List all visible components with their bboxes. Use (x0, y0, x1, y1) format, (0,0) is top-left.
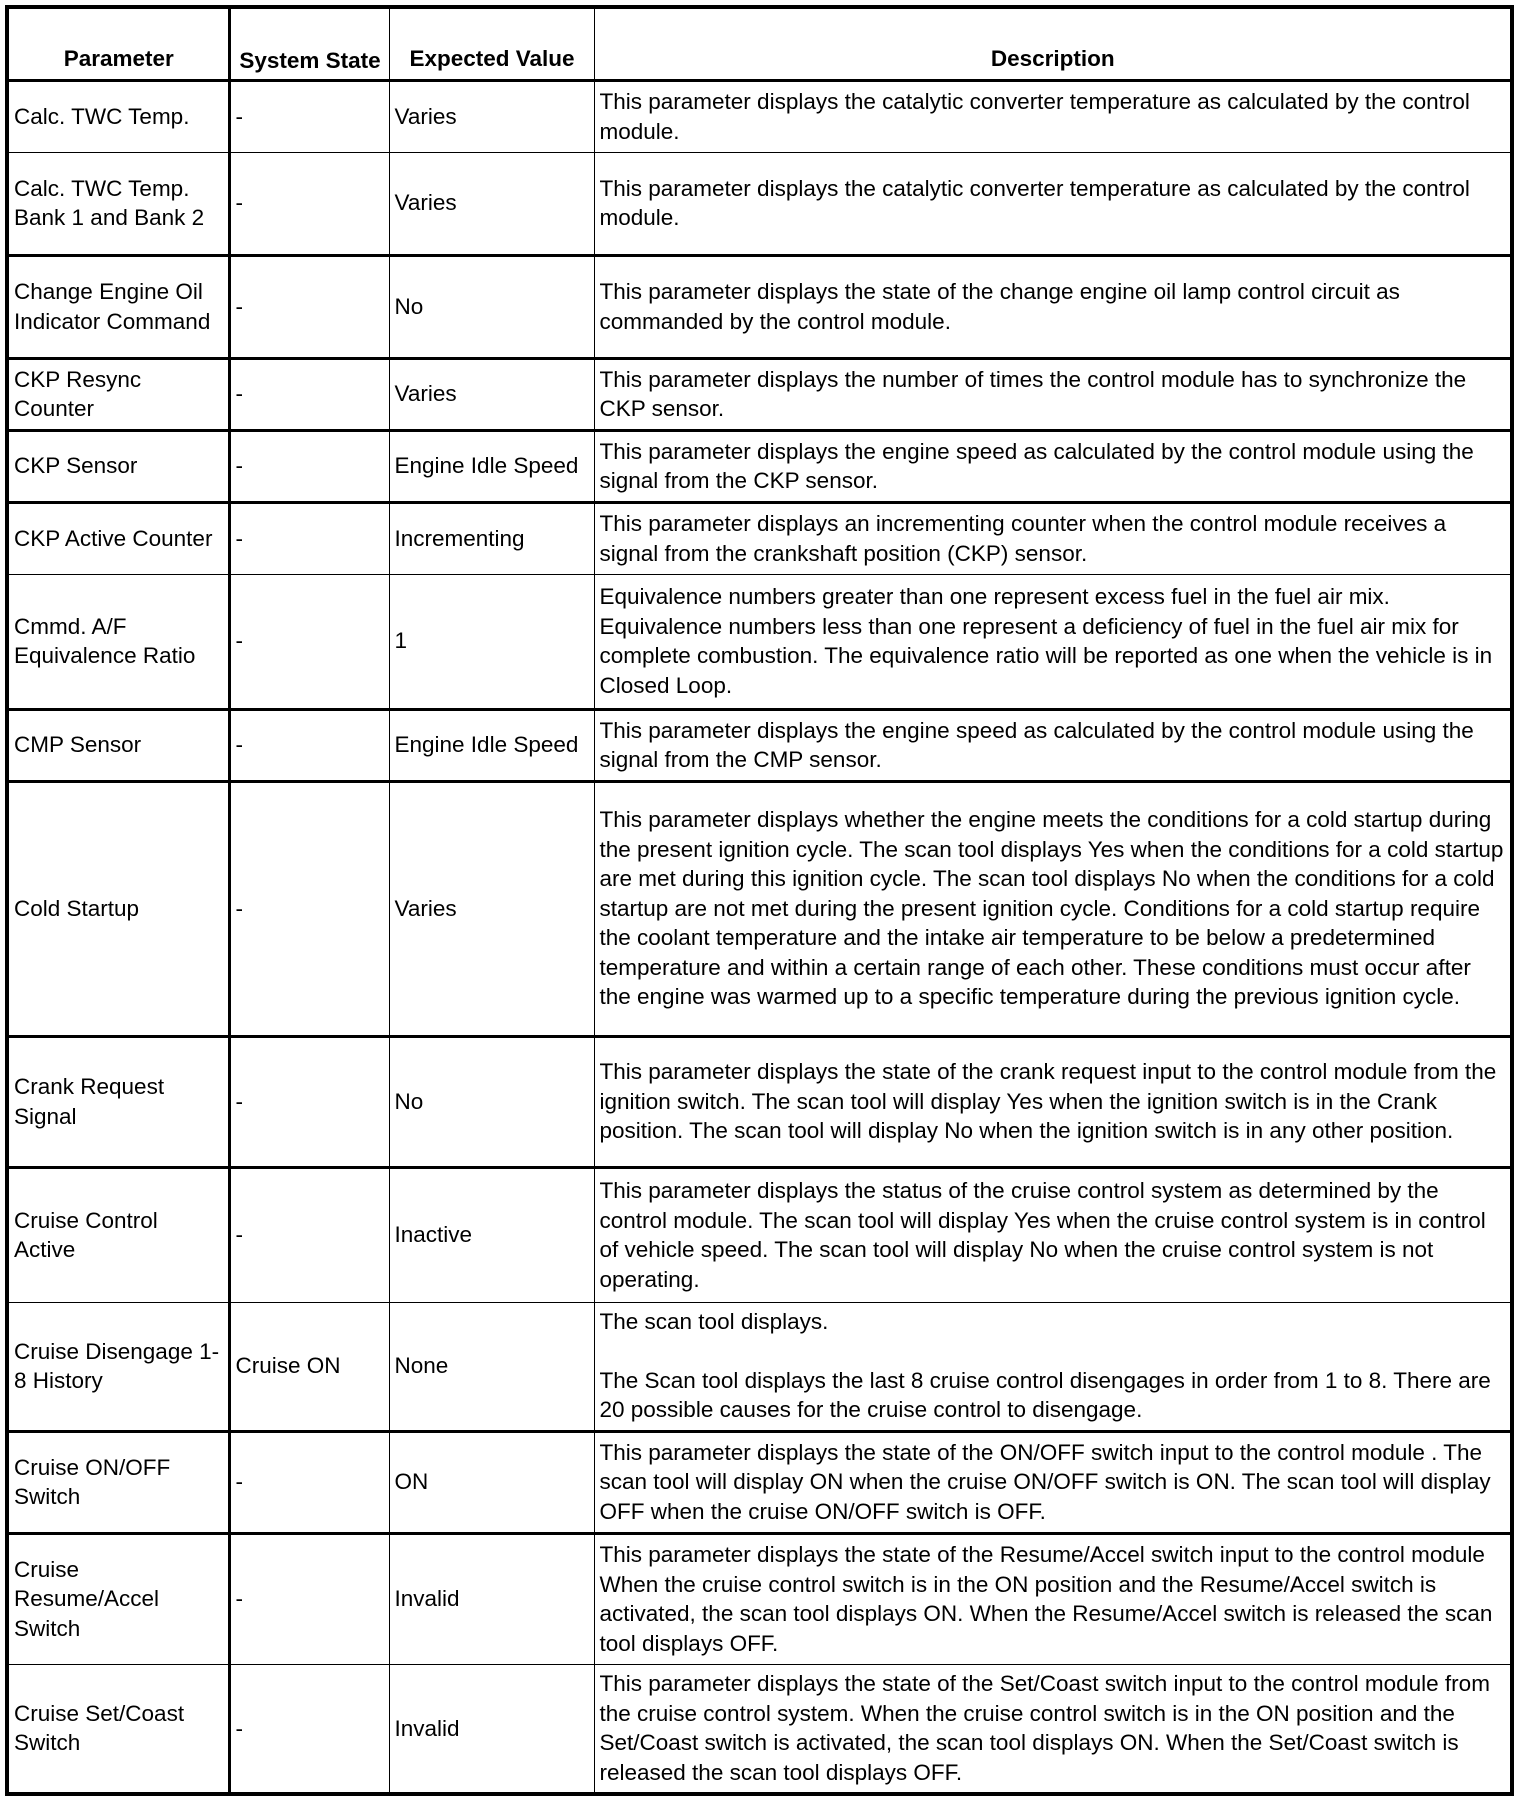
system-state-cell: - (229, 430, 389, 502)
parameter-cell: Cruise Control Active (7, 1167, 229, 1302)
description-paragraph: This parameter displays the status of the cruise control system as determined by the control module. The scan tool will display Yes when the cruise control system is in control of vehicle speed. The scan tool will display No when the cruise control system is not operating. (599, 1178, 1486, 1292)
expected-value-cell: Varies (389, 358, 594, 430)
description-paragraph: This parameter displays the state of the change engine oil lamp control circuit as commanded by the control module. (599, 279, 1400, 334)
table-row (7, 781, 1512, 1036)
expected-value-cell: Engine Idle Speed (389, 430, 594, 502)
expected-value-cell: None (389, 1302, 594, 1431)
description-cell (594, 152, 1512, 255)
parameter-cell: Cruise Set/Coast Switch (7, 1664, 229, 1794)
table-row (7, 1431, 1512, 1533)
description-paragraph: This parameter displays the number of times the control module has to synchronize the CKP sensor. (599, 366, 1467, 421)
parameter-cell: Cruise ON/OFF Switch (7, 1431, 229, 1533)
description-paragraph: The Scan tool displays the last 8 cruise control disengages in order from 1 to 8. There are 20 possible causes for the cruise control to disengage. (599, 1367, 1491, 1423)
description-paragraph: This parameter displays the state of the crank request input to the control module from the ignition switch. The scan tool will display Yes when the ignition switch is in the Crank position. The scan tool will display No when the ignition switch is in any other position. (599, 1059, 1497, 1144)
expected-value-cell: Engine Idle Speed (389, 709, 594, 781)
header-row (7, 7, 1512, 80)
description-cell (594, 1167, 1512, 1302)
system-state-cell: - (229, 1431, 389, 1533)
description-paragraph: This parameter displays the engine speed as calculated by the control module using the signal from the CKP sensor. (599, 438, 1474, 493)
parameter-cell: CMP Sensor (7, 709, 229, 781)
system-state-cell: - (229, 1036, 389, 1167)
expected-value-cell: Incrementing (389, 502, 594, 574)
expected-value-cell: ON (389, 1431, 594, 1533)
description-cell (594, 255, 1512, 358)
expected-value-cell: Inactive (389, 1167, 594, 1302)
description-paragraph: This parameter displays the state of the ON/OFF switch input to the control module . The scan tool will display ON when the cruise ON/OFF switch is ON. The scan tool will display OFF when the cruise ON/OFF switch is OFF. (599, 1439, 1491, 1524)
description-cell (594, 1533, 1512, 1664)
parameter-cell: Calc. TWC Temp. (7, 80, 229, 152)
table-header (7, 7, 1512, 80)
description-cell (594, 1036, 1512, 1167)
system-state-cell: - (229, 152, 389, 255)
expected-value-cell: Varies (389, 781, 594, 1036)
table-row (7, 1533, 1512, 1664)
system-state-cell: - (229, 1533, 389, 1664)
parameter-cell: Cruise Disengage 1-8 History (7, 1302, 229, 1431)
system-state-cell: - (229, 358, 389, 430)
description-cell (594, 358, 1512, 430)
table-row (7, 1167, 1512, 1302)
parameter-cell: Change Engine Oil Indicator Command (7, 255, 229, 358)
parameter-cell: CKP Resync Counter (7, 358, 229, 430)
description-paragraph: Equivalence numbers greater than one represent excess fuel in the fuel air mix. Equivalence numbers less than one represent a deficiency of fuel in the fuel air mix for complete combustion. The equivalence ratio will be reported as one when the vehicle is in Closed Loop. (599, 584, 1493, 698)
description-paragraph: This parameter displays whether the engine meets the conditions for a cold startup during the present ignition cycle. The scan tool displays Yes when the conditions for a cold startup are met during this ignition cycle. The scan tool displays No when the conditions for a cold startup are not met during the present ignition cycle. Conditions for a cold startup require the coolant temperature and the intake air temperature to be below a predetermined temperature and within a certain range of each other. These conditions must occur after the engine was warmed up to a specific temperature during the previous ignition cycle. (599, 807, 1504, 1010)
expected-value-cell: Invalid (389, 1664, 594, 1794)
description-paragraph: This parameter displays the catalytic converter temperature as calculated by the control module. (599, 89, 1470, 144)
table-body (7, 80, 1512, 1794)
description-paragraph: This parameter displays the state of the Set/Coast switch input to the control module from the cruise control system. When the cruise control switch is in the ON position and the Set/Coast switch is activated, the scan tool displays ON. When the Set/Coast switch is released the scan tool displays OFF. (599, 1671, 1490, 1785)
table-row (7, 358, 1512, 430)
expected-value-cell: Varies (389, 152, 594, 255)
system-state-cell: - (229, 1664, 389, 1794)
table-row (7, 709, 1512, 781)
parameter-cell: Crank Request Signal (7, 1036, 229, 1167)
description-cell (594, 1302, 1512, 1431)
expected-value-cell: Varies (389, 80, 594, 152)
system-state-cell: - (229, 255, 389, 358)
description-paragraph: This parameter displays the catalytic converter temperature as calculated by the control module. (599, 175, 1470, 230)
description-cell (594, 709, 1512, 781)
parameter-cell: Cruise Resume/Accel Switch (7, 1533, 229, 1664)
description-cell (594, 430, 1512, 502)
description-paragraph: The scan tool displays. (599, 1309, 829, 1335)
table-row (7, 574, 1512, 709)
description-paragraph: This parameter displays an incrementing counter when the control module receives a signal from the crankshaft position (CKP) sensor. (599, 511, 1447, 566)
parameter-table (5, 5, 1514, 1796)
header-expected-value: Expected Value (389, 7, 594, 80)
parameter-cell: Cmmd. A/F Equivalence Ratio (7, 574, 229, 709)
expected-value-cell: 1 (389, 574, 594, 709)
table-row (7, 502, 1512, 574)
description-cell (594, 1431, 1512, 1533)
table-row (7, 430, 1512, 502)
description-paragraph: This parameter displays the state of the Resume/Accel switch input to the control module When the cruise control switch is in the ON position and the Resume/Accel switch is activated, the scan tool displays ON. When the Resume/Accel switch is released the scan tool displays OFF. (599, 1542, 1493, 1656)
description-cell (594, 574, 1512, 709)
table-row (7, 152, 1512, 255)
parameter-cell: Calc. TWC Temp. Bank 1 and Bank 2 (7, 152, 229, 255)
header-system-state: System State (229, 7, 389, 80)
system-state-cell: Cruise ON (229, 1302, 389, 1431)
parameter-cell: CKP Active Counter (7, 502, 229, 574)
system-state-cell: - (229, 1167, 389, 1302)
table-row (7, 1036, 1512, 1167)
header-description: Description (594, 7, 1512, 80)
system-state-cell: - (229, 574, 389, 709)
system-state-cell: - (229, 502, 389, 574)
description-paragraph: This parameter displays the engine speed as calculated by the control module using the signal from the CMP sensor. (599, 717, 1474, 772)
table-row (7, 255, 1512, 358)
header-parameter: Parameter (7, 7, 229, 80)
expected-value-cell: No (389, 1036, 594, 1167)
system-state-cell: - (229, 781, 389, 1036)
system-state-cell: - (229, 709, 389, 781)
parameter-cell: CKP Sensor (7, 430, 229, 502)
table-row (7, 1664, 1512, 1794)
description-cell (594, 80, 1512, 152)
parameter-cell: Cold Startup (7, 781, 229, 1036)
expected-value-cell: No (389, 255, 594, 358)
table-row (7, 1302, 1512, 1431)
expected-value-cell: Invalid (389, 1533, 594, 1664)
table-row (7, 80, 1512, 152)
system-state-cell: - (229, 80, 389, 152)
description-cell (594, 502, 1512, 574)
description-cell (594, 1664, 1512, 1794)
description-cell (594, 781, 1512, 1036)
